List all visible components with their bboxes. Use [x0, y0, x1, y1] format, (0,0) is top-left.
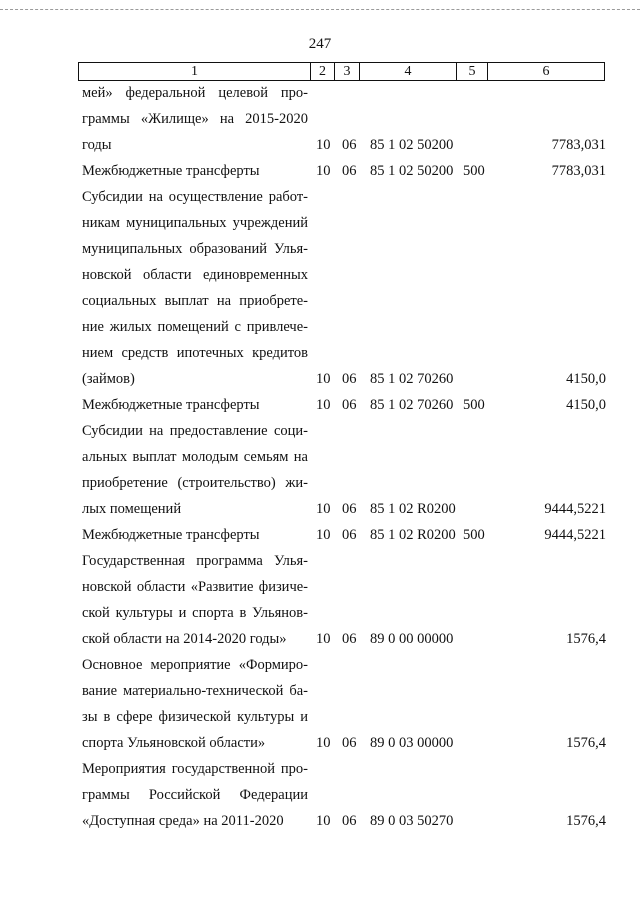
row-cell-c2: 10 — [316, 501, 331, 517]
description-line: ние жилых помещений с привлече- — [82, 319, 308, 335]
column-header-3: 3 — [335, 63, 360, 81]
row-description — [82, 756, 308, 834]
row-cell-c3: 06 — [342, 397, 357, 413]
description-line: социальных выплат на приобрете- — [82, 293, 308, 309]
description-line: мей» федеральной целевой про- — [82, 85, 308, 101]
column-header-4: 4 — [360, 63, 457, 81]
column-header-1: 1 — [79, 63, 311, 81]
row-cell-c2: 10 — [316, 163, 331, 179]
description-line: зы в сфере физической культуры и — [82, 709, 308, 725]
row-cell-c5: 500 — [463, 527, 485, 543]
row-cell-c2: 10 — [316, 813, 331, 829]
row-cell-c3: 06 — [342, 631, 357, 647]
description-line: новской области «Развитие физиче- — [82, 579, 308, 595]
row-cell-c6: 1576,4 — [566, 735, 606, 751]
description-line: Межбюджетные трансферты — [82, 163, 260, 179]
row-cell-c6: 7783,031 — [551, 163, 606, 179]
description-line: Межбюджетные трансферты — [82, 397, 260, 413]
description-line: приобретение (строительство) жи- — [82, 475, 308, 491]
row-cell-c4: 85 1 02 R0200 — [370, 527, 456, 543]
row-cell-c6: 1576,4 — [566, 813, 606, 829]
description-line: нием средств ипотечных кредитов — [82, 345, 308, 361]
row-cell-c6: 9444,5221 — [544, 501, 606, 517]
row-description — [82, 522, 308, 548]
row-cell-c4: 85 1 02 50200 — [370, 137, 454, 153]
row-cell-c2: 10 — [316, 631, 331, 647]
row-description — [82, 184, 308, 392]
row-cell-c3: 06 — [342, 735, 357, 751]
description-line: (займов) — [82, 371, 135, 387]
description-line: новской области единовременных — [82, 267, 308, 283]
description-line: спорта Ульяновской области» — [82, 735, 266, 751]
row-cell-c6: 1576,4 — [566, 631, 606, 647]
table-row — [0, 158, 640, 184]
row-cell-c4: 85 1 02 R0200 — [370, 501, 456, 517]
row-cell-c2: 10 — [316, 371, 331, 387]
column-header-5: 5 — [457, 63, 488, 81]
row-cell-c4: 89 0 03 00000 — [370, 735, 454, 751]
table-row — [0, 80, 640, 158]
row-cell-c6: 9444,5221 — [544, 527, 606, 543]
description-line: Государственная программа Улья- — [82, 553, 308, 569]
description-line: ской культуры и спорта в Ульянов- — [82, 605, 308, 621]
row-cell-c4: 85 1 02 70260 — [370, 371, 454, 387]
table-row — [0, 184, 640, 392]
table-row — [0, 392, 640, 418]
row-cell-c2: 10 — [316, 735, 331, 751]
description-line: Субсидии на предоставление соци- — [82, 423, 308, 439]
row-cell-c5: 500 — [463, 163, 485, 179]
row-cell-c2: 10 — [316, 527, 331, 543]
row-cell-c4: 89 0 03 50270 — [370, 813, 454, 829]
column-header-table — [78, 62, 605, 81]
description-line: Мероприятия государственной про- — [82, 761, 308, 777]
row-cell-c4: 85 1 02 50200 — [370, 163, 454, 179]
description-line: годы — [82, 137, 112, 153]
description-line: ской области на 2014-2020 годы» — [82, 631, 287, 647]
row-cell-c3: 06 — [342, 813, 357, 829]
row-description — [82, 652, 308, 756]
row-cell-c5: 500 — [463, 397, 485, 413]
column-header-2: 2 — [311, 63, 335, 81]
description-line: Межбюджетные трансферты — [82, 527, 260, 543]
row-cell-c3: 06 — [342, 527, 357, 543]
row-cell-c3: 06 — [342, 163, 357, 179]
row-cell-c6: 4150,0 — [566, 371, 606, 387]
description-line: вание материально-технической ба- — [82, 683, 308, 699]
row-cell-c2: 10 — [316, 137, 331, 153]
row-description — [82, 548, 308, 652]
row-cell-c2: 10 — [316, 397, 331, 413]
row-cell-c4: 89 0 00 00000 — [370, 631, 454, 647]
description-line: альных выплат молодым семьям на — [82, 449, 308, 465]
table-row — [0, 418, 640, 522]
row-cell-c3: 06 — [342, 501, 357, 517]
row-cell-c6: 7783,031 — [551, 137, 606, 153]
description-line: граммы Российской Федерации — [82, 787, 308, 803]
row-description — [82, 158, 308, 184]
column-header-row — [79, 63, 605, 81]
table-row — [0, 522, 640, 548]
page-number: 247 — [308, 36, 332, 52]
row-cell-c4: 85 1 02 70260 — [370, 397, 454, 413]
row-cell-c3: 06 — [342, 371, 357, 387]
page-top-edge — [0, 9, 640, 10]
row-cell-c3: 06 — [342, 137, 357, 153]
table-row — [0, 652, 640, 756]
column-header-6: 6 — [488, 63, 605, 81]
description-line: никам муниципальных учреждений — [82, 215, 308, 231]
description-line: «Доступная среда» на 2011-2020 — [82, 813, 284, 829]
description-line: лых помещений — [82, 501, 182, 517]
row-cell-c6: 4150,0 — [566, 397, 606, 413]
row-description — [82, 418, 308, 522]
table-row — [0, 548, 640, 652]
row-description — [82, 80, 308, 158]
description-line: Субсидии на осуществление работ- — [82, 189, 308, 205]
description-line: муниципальных образований Улья- — [82, 241, 308, 257]
row-description — [82, 392, 308, 418]
description-line: граммы «Жилище» на 2015-2020 — [82, 111, 308, 127]
description-line: Основное мероприятие «Формиро- — [82, 657, 308, 673]
table-row — [0, 756, 640, 834]
